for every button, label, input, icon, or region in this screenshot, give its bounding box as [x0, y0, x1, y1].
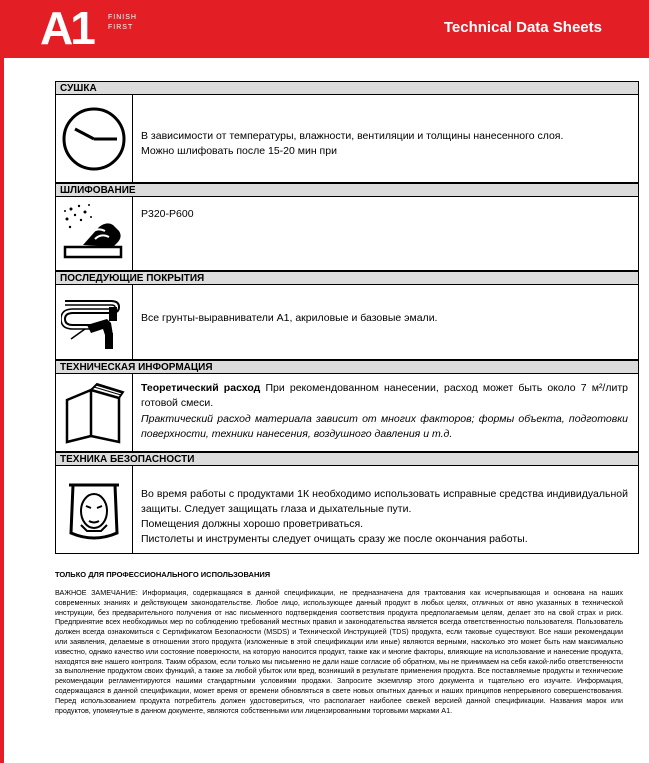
section-topcoats [55, 285, 639, 360]
header-bar [0, 0, 649, 58]
drying-text [141, 129, 628, 159]
sanding-text: P320-P600 [141, 208, 194, 220]
section-header-technical: ТЕХНИЧЕСКАЯ ИНФОРМАЦИЯ [55, 360, 639, 374]
theoretical-value: При рекомендованном нанесении, расход может быть около 7 м²/литр готовой смеси. [141, 382, 628, 409]
drying-line-2: Можно шлифовать после 15-20 мин при [141, 145, 337, 157]
clock-icon [56, 95, 133, 182]
sanding-icon [56, 197, 133, 270]
logo-tagline-line2: FIRST [108, 24, 134, 31]
face-shield-icon [56, 466, 133, 553]
technical-text [141, 381, 628, 442]
header-title: Technical Data Sheets [443, 19, 602, 36]
topcoats-text: Все грунты-выравниватели А1, акриловые и базовые эмали. [141, 312, 438, 324]
spray-gun-icon [56, 285, 133, 359]
section-header-sanding: ШЛИФОВАНИЕ [55, 183, 639, 197]
section-sanding [55, 197, 639, 271]
footer-notes [55, 570, 623, 715]
practical-consumption: Практический расход материала зависит от многих факторов; формы объекта, подготовки поверхности, техники нанесения, воздушного давления и т.д. [141, 413, 628, 440]
theoretical-label: Теоретический расход [141, 382, 261, 394]
drying-line-1: В зависимости от температуры, влажности, вентиляции и толщины нанесенного слоя. [141, 130, 564, 142]
section-safety [55, 466, 639, 554]
safety-line-3: Пистолеты и инструменты следует очищать сразу же после окончания работы. [141, 533, 528, 545]
section-header-safety: ТЕХНИКА БЕЗОПАСНОСТИ [55, 452, 639, 466]
section-drying [55, 95, 639, 183]
section-header-drying: СУШКА [55, 81, 639, 95]
safety-line-1: Во время работы с продуктами 1К необходимо использовать исправные средства индивидуальной защиты. Следует защищать глаза и дыхательные пути. [141, 488, 628, 515]
logo-tagline [108, 13, 137, 33]
logo-mark: A1 [40, 2, 93, 54]
left-red-rule [0, 58, 4, 763]
book-icon [56, 374, 133, 451]
safety-text [141, 487, 628, 547]
data-sheet [55, 81, 639, 554]
important-note: ВАЖНОЕ ЗАМЕЧАНИЕ: Информация, содержащаяся в данной спецификации, не предназначена для трактования как исчерпывающая и основана на наших современных знаниях и действующем законодательстве. Любое лицо, использующее данный продукт в любых целях, отличных от явно указанных в технической инструкции, без предварительного получения от нас письменного подтверждения соответствия продукта предполагаемым целям, делает это на свой страх и риск. Предпринятие всех необходимых мер по соблюдению требований местных правил и законодательства является всегда ответственностью пользователя. Пользователь должен всегда ознакомиться с Сертификатом Безопасности (MSDS) и Технической Инструкцией (TDS) продукта, если таковые существуют. Все наши рекомендации или заявления, делаемые в отношении этого продукта (изложенные в этой спецификации или иные) являются верными, насколько это может быть нам максимально известно, однако качество или состояние поверхности, на которую наносится продукт, также как и многие факторы, влияющие на использование и нанесение продукта, находятся вне нашего контроля. Таким образом, если только мы письменно не дали наше согласие об обратном, мы не принимаем на себя какой-либо ответственности за выполнение продуктом своих функций, а также за любой убыток или вред, возникший в результате применения продукта. Все поставляемые продукты и технические рекомендации регламентируются нашими стандартными условиями продажи. Запросите экземпляр этого документа и тщательно его изучите. Информация, содержащаяся в данной спецификации, может время от времени обновляться в свете новых опытных данных и наших принципов непрерывного совершенствования. Перед использованием продукта потребитель должен удостовериться, что располагает наиболее свежей версией данной спецификации. Названия марок или продуктов, упомянутые в данном документе, являются собственными или лицензированными торговыми марками А1. [55, 588, 623, 715]
section-header-topcoats: ПОСЛЕДУЮЩИЕ ПОКРЫТИЯ [55, 271, 639, 285]
theoretical-consumption [141, 381, 628, 411]
logo-tagline-line1: FINISH [108, 14, 137, 21]
section-technical [55, 374, 639, 452]
professional-use-notice: ТОЛЬКО ДЛЯ ПРОФЕССИОНАЛЬНОГО ИСПОЛЬЗОВАНИЯ [55, 570, 271, 579]
safety-line-2: Помещения должны хорошо проветриваться. [141, 518, 364, 530]
